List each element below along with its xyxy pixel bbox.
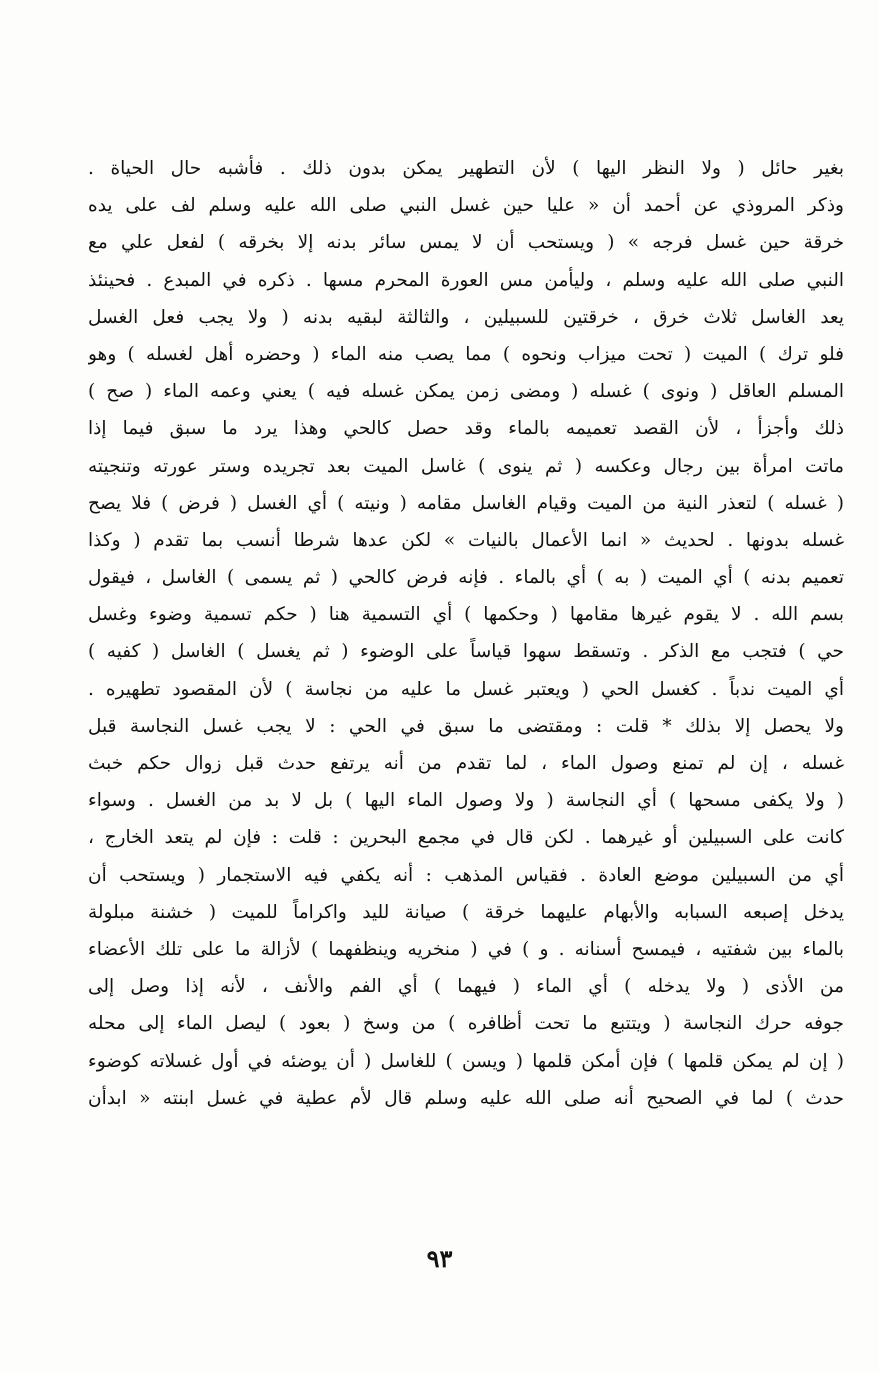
- text-line: أي من السبيلين موضع العادة . فقياس المذهب : أنه يكفي فيه الاستجمار ( ويستحب أن: [88, 864, 844, 886]
- text-line: حدث ) لما في الصحيح أنه صلى الله عليه وسلم قال لأم عطية في غسل ابنته « ابدأن: [88, 1087, 844, 1109]
- text-line: أي الميت ندباً . كغسل الحي ( ويعتبر غسل ما عليه من نجاسة ) لأن المقصود تطهيره .: [88, 678, 844, 700]
- text-line: غسله بدونها . لحديث « انما الأعمال بالنيات » لكن عدها شرطا أنسب بما تقدم ( وكذا: [88, 529, 844, 551]
- text-line: جوفه حرك النجاسة ( ويتتبع ما تحت أظافره ) من وسخ ( بعود ) ليصل الماء إلى محله: [88, 1013, 844, 1035]
- text-line: من الأذى ( ولا يدخله ) أي الماء ( فيهما ) أي الفم والأنف ، لأنه إذا وصل إلى: [88, 976, 844, 998]
- text-line: خرقة حين غسل فرجه » ( ويستحب أن لا يمس سائر بدنه إلا بخرقه ) لفعل علي مع: [88, 232, 844, 254]
- text-line: وذكر المروذي عن أحمد أن « عليا حين غسل النبي صلى الله عليه وسلم لف على يده: [88, 195, 844, 217]
- text-line: يعد الغاسل ثلاث خرق ، خرقتين للسبيلين ، والثالثة لبقيه بدنه ( ولا يجب فعل الغسل: [88, 306, 844, 328]
- text-line: حي ) فتجب مع الذكر . وتسقط سهوا قياساً على الوضوء ( ثم يغسل ) الغاسل ( كفيه ): [88, 641, 844, 663]
- text-line: ( ولا يكفى مسحها ) أي النجاسة ( ولا وصول الماء اليها ) بل لا بد من الغسل . وسواء: [88, 790, 844, 812]
- text-line: ذلك وأجزأ ، لأن القصد تعميمه بالماء وقد حصل كالحي وهذا يرد ما سبق فيما إذا: [88, 418, 844, 440]
- text-line: فلو ترك ) الميت ( تحت ميزاب ونحوه ) مما يصب منه الماء ( وحضره أهل لغسله ) وهو: [88, 343, 844, 365]
- text-line: تعميم بدنه ) أي الميت ( به ) أي بالماء . فإنه فرض كالحي ( ثم يسمى ) الغاسل ، فيقول: [88, 567, 844, 589]
- page-number: ٩٣: [426, 1244, 453, 1273]
- page-text-body: [88, 150, 844, 1117]
- text-line: غسله ، إن لم تمنع وصول الماء ، لما تقدم من أنه يرتفع حدث قبل زوال حكم خبث: [88, 753, 844, 774]
- text-line: بالماء بين شفتيه ، فيمسح أسنانه . و ) في ( منخريه وينظفهما ) لأزالة ما على تلك الأعضاء: [88, 938, 844, 960]
- text-line: ( إن لم يمكن قلمها ) فإن أمكن قلمها ( ويسن ) للغاسل ( أن يوضئه في أول غسلاته كوضوء: [88, 1050, 844, 1072]
- text-line: بغير حائل ( ولا النظر اليها ) لأن التطهير يمكن بدون ذلك . فأشبه حال الحياة .: [88, 158, 844, 179]
- text-line: ( غسله ) لتعذر النية من الميت وقيام الغاسل مقامه ( ونيته ) أي الغسل ( فرض ) فلا يصح: [88, 492, 844, 514]
- text-line: المسلم العاقل ( ونوى ) غسله ( ومضى زمن يمكن غسله فيه ) يعني وعمه الماء ( صح ): [88, 381, 844, 403]
- text-line: يدخل إصبعه السبابه والأبهام عليهما خرقة ) صيانة لليد واكراماً للميت ( خشنة مبلولة: [88, 901, 844, 923]
- text-line: بسم الله . لا يقوم غيرها مقامها ( وحكمها ) أي التسمية هنا ( حكم تسمية وضوء وغسل: [88, 604, 844, 626]
- text-line: ولا يحصل إلا بذلك * قلت : ومقتضى ما سبق في الحي : لا يجب غسل النجاسة قبل: [88, 715, 844, 737]
- text-line: كانت على السبيلين أو غيرهما . لكن قال في مجمع البحرين : قلت : فإن لم يتعد الخارج ،: [88, 827, 844, 849]
- text-line: النبي صلى الله عليه وسلم ، وليأمن مس العورة المحرم مسها . ذكره في المبدع . فحينئذ: [88, 269, 844, 291]
- text-line: ماتت امرأة بين رجال وعكسه ( ثم ينوى ) غاسل الميت بعد تجريده وستر عورته وتنجيته: [88, 455, 844, 477]
